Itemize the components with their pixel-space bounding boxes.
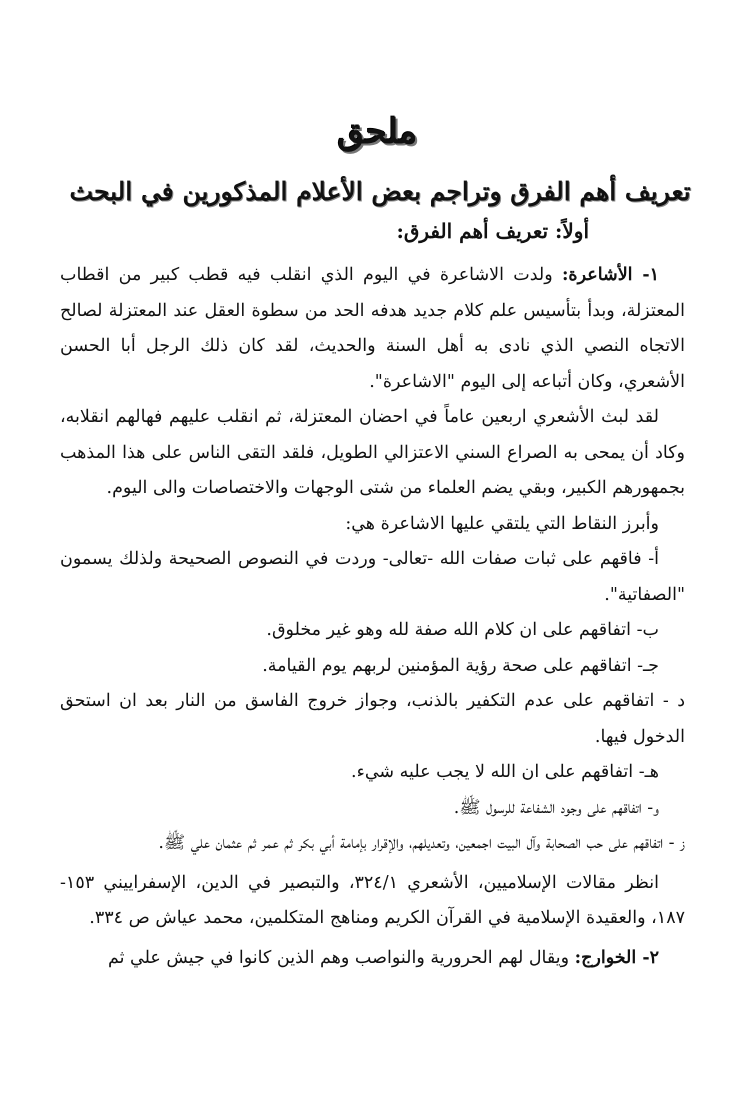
page-title: ملحق xyxy=(337,112,418,152)
point-alif: أ- فاقهم على ثبات صفات الله -تعالى- وردت في النصوص الصحيحة ولذلك يسمون "الصفاتية". xyxy=(60,549,685,605)
point-ba: ب- اتفاقهم على ان كلام الله صفة لله وهو غير مخلوق. xyxy=(266,620,659,640)
khawarij-intro-text: ويقال لهم الحرورية والنواصب وهم الذين كانوا في جيش علي ثم xyxy=(107,947,575,968)
section-heading: أولاً: تعريف أهم الفرق: xyxy=(396,219,589,243)
point-ha: هـ- اتفاقهم على ان الله لا يجب عليه شيء. xyxy=(351,762,659,782)
paragraph-khawarij-intro xyxy=(60,941,685,977)
item-label-ashaira: ١- الأشاعرة: xyxy=(561,265,659,285)
points-intro: وأبرز النقاط التي يلتقي عليها الاشاعرة هي: xyxy=(345,513,659,534)
point-jim: جـ- اتفاقهم على صحة رؤية المؤمنين لربهم يوم القيامة. xyxy=(262,655,659,676)
point-zay: ز - اتفاقهم على حب الصحابة وآل البيت اجمعين، وتعديلهم، والإقرار بإمامة أبي بكر ثم عمر ثم عثمان علي ﷺ. xyxy=(158,833,685,853)
references-ashaira: انظر مقالات الإسلاميين، الأشعري ٣٢٤/١، والتبصير في الدين، الإسفراييني ١٥٣- ١٨٧، والعقيدة الإسلامية في القرآن الكريم ومناهج المتكلمين، محمد عياش ص ٣٣٤. xyxy=(60,872,685,928)
ashaira-intro-text: ولدت الاشاعرة في اليوم الذي انقلب فيه قطب كبير من اقطاب المعتزلة، وبدأ بتأسيس علم كلام جديد هدفه الحد من سطوة العقل عند المعتزلة لصالح الاتجاه النصي الذي نادى به أهل السنة والحديث، لقد كان ذلك الرجل أبا الحسن الأشعري، وكان أتباعه إلى اليوم "الاشاعرة". xyxy=(60,265,685,392)
item-label-khawarij: ٢- الخوارج: xyxy=(574,947,659,968)
point-dal: د - اتفاقهم على عدم التكفير بالذنب، وجواز خروج الفاسق من النار بعد ان استحق الدخول فيها. xyxy=(60,691,685,747)
paragraph-ashaira-history: لقد لبث الأشعري اربعين عاماً في احضان المعتزلة، ثم انقلب عليهم فهالهم انقلابه، وكاد أن يمحى به الصراع السني الاعتزالي الطويل، فلقد التقى الناس على هذا المذهب بجمهورهم الكبير، وبقي يضم العلماء من شتى الوجهات والاختصاصات والى اليوم. xyxy=(60,407,685,498)
paragraph-ashaira-intro xyxy=(60,258,685,400)
page-subtitle: تعريف أهم الفرق وتراجم بعض الأعلام المذكورين في البحث xyxy=(69,177,691,206)
point-waw: و- اتفاقهم على وجود الشفاعة للرسول ﷺ. xyxy=(453,797,659,818)
body-text xyxy=(60,258,685,976)
